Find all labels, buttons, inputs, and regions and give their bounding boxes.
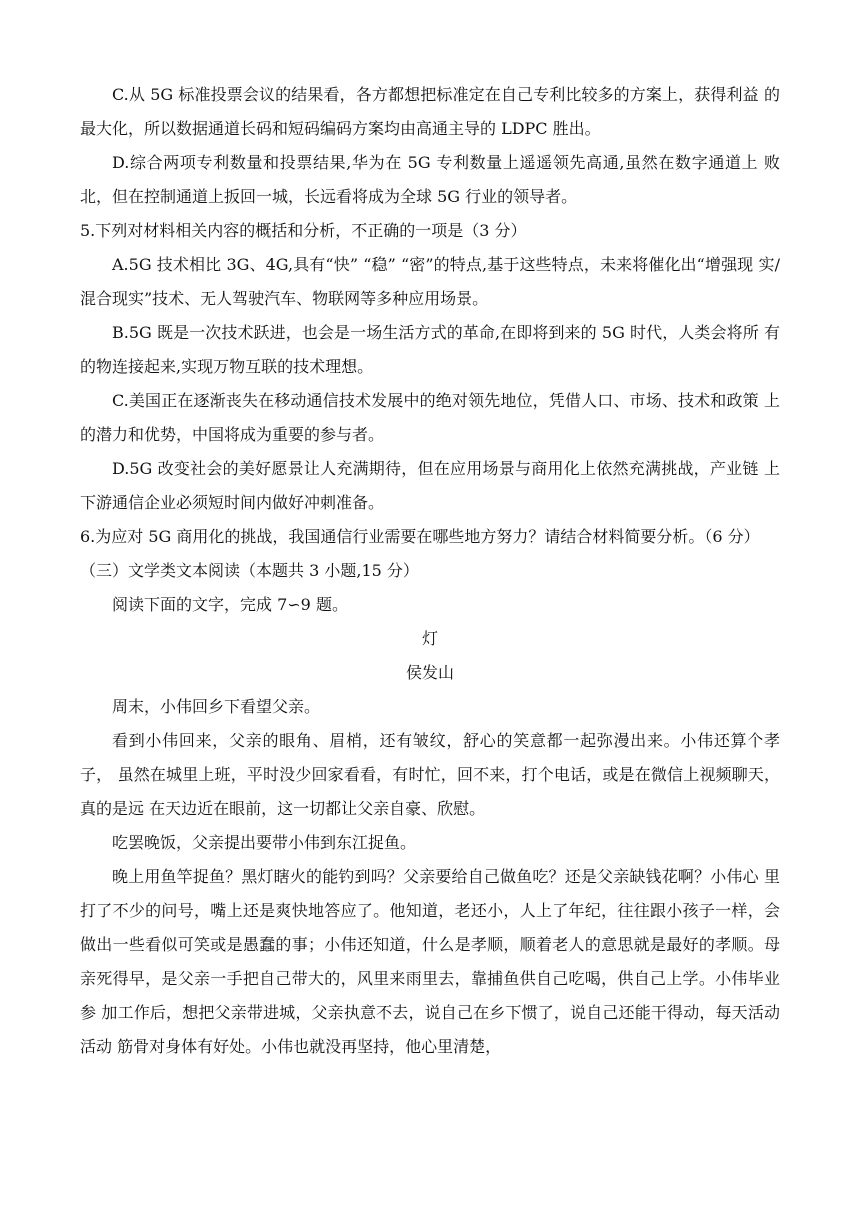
paragraph-instr: 阅读下面的文字，完成 7∽9 题。: [112, 595, 348, 614]
paragraph-s1: 周末，小伟回乡下看望父亲。: [112, 697, 321, 716]
paragraph-s2: 看到小伟回来，父亲的眼角、眉梢，还有皱纹，舒心的笑意都一起弥漫出来。小伟还算个孝子， 虽然在城里上班，平时没少回家看看，有时忙，回不来，打个电话，或是在微信上视频聊天，真的是远 在天边近在眼前，这一切都让父亲自豪、欣慰。: [80, 731, 780, 818]
paragraph-sec3: （三）文学类文本阅读（本题共 3 小题,15 分）: [80, 561, 419, 580]
paragraph-q5d: D.5G 改变社会的美好愿景让人充满期待，但在应用场景与商用化上依然充满挑战，产业链 上下游通信企业必须短时间内做好冲刺准备。: [80, 459, 780, 512]
paragraph-q5a: A.5G 技术相比 3G、4G,具有“快” “稳” “密”的特点,基于这些特点，未来将催化出“增强现 实/混合现实”技术、无人驾驶汽车、物联网等多种应用场景。: [80, 255, 780, 308]
paragraph-title: 灯: [421, 629, 438, 648]
paragraph-p1: C.从 5G 标准投票会议的结果看，各方都想把标准定在自己专利比较多的方案上，获得利益 的最大化，所以数据通道长码和短码编码方案均由高通主导的 LDPC 胜出。: [80, 85, 780, 138]
paragraph-q5: 5.下列对材料相关内容的概括和分析，不正确的一项是（3 分）: [80, 221, 527, 240]
paragraph-q5c: C.美国正在逐渐丧失在移动通信技术发展中的绝对领先地位，凭借人口、市场、技术和政策 上的潜力和优势，中国将成为重要的参与者。: [80, 391, 780, 444]
paragraph-p2: D.综合两项专利数量和投票结果,华为在 5G 专利数量上遥遥领先高通,虽然在数字通道上 败北，但在控制通道上扳回一城，长远看将成为全球 5G 行业的领导者。: [80, 153, 780, 206]
paragraph-s3: 吃罢晚饭，父亲提出要带小伟到东江捉鱼。: [112, 833, 417, 852]
paragraph-q6: 6.为应对 5G 商用化的挑战，我国通信行业需要在哪些地方努力？请结合材料简要分析。（6 分）: [80, 527, 760, 546]
paragraph-s4: 晚上用鱼竿捉鱼？黑灯瞎火的能钓到吗？父亲要给自己做鱼吃？还是父亲缺钱花啊？小伟心 里打了不少的问号，嘴上还是爽快地答应了。他知道，老还小，人上了年纪，往往跟小孩子一样，会 做出一些看似可笑或是愚蠢的事；小伟还知道，什么是孝顺，顺着老人的意思就是最好的孝顺。母 亲死得早，是父亲一手把自己带大的，风里来雨里去，靠捕鱼供自己吃喝，供自己上学。小伟毕业参 加工作后，想把父亲带进城，父亲执意不去，说自己在乡下惯了，说自己还能干得动，每天活动活动 筋骨对身体有好处。小伟也就没再坚持，他心里清楚，: [80, 867, 780, 1056]
paragraph-author: 侯发山: [405, 663, 454, 682]
paragraph-q5b: B.5G 既是一次技术跃进，也会是一场生活方式的革命,在即将到来的 5G 时代，人类会将所 有的物连接起来,实现万物互联的技术理想。: [80, 323, 780, 376]
